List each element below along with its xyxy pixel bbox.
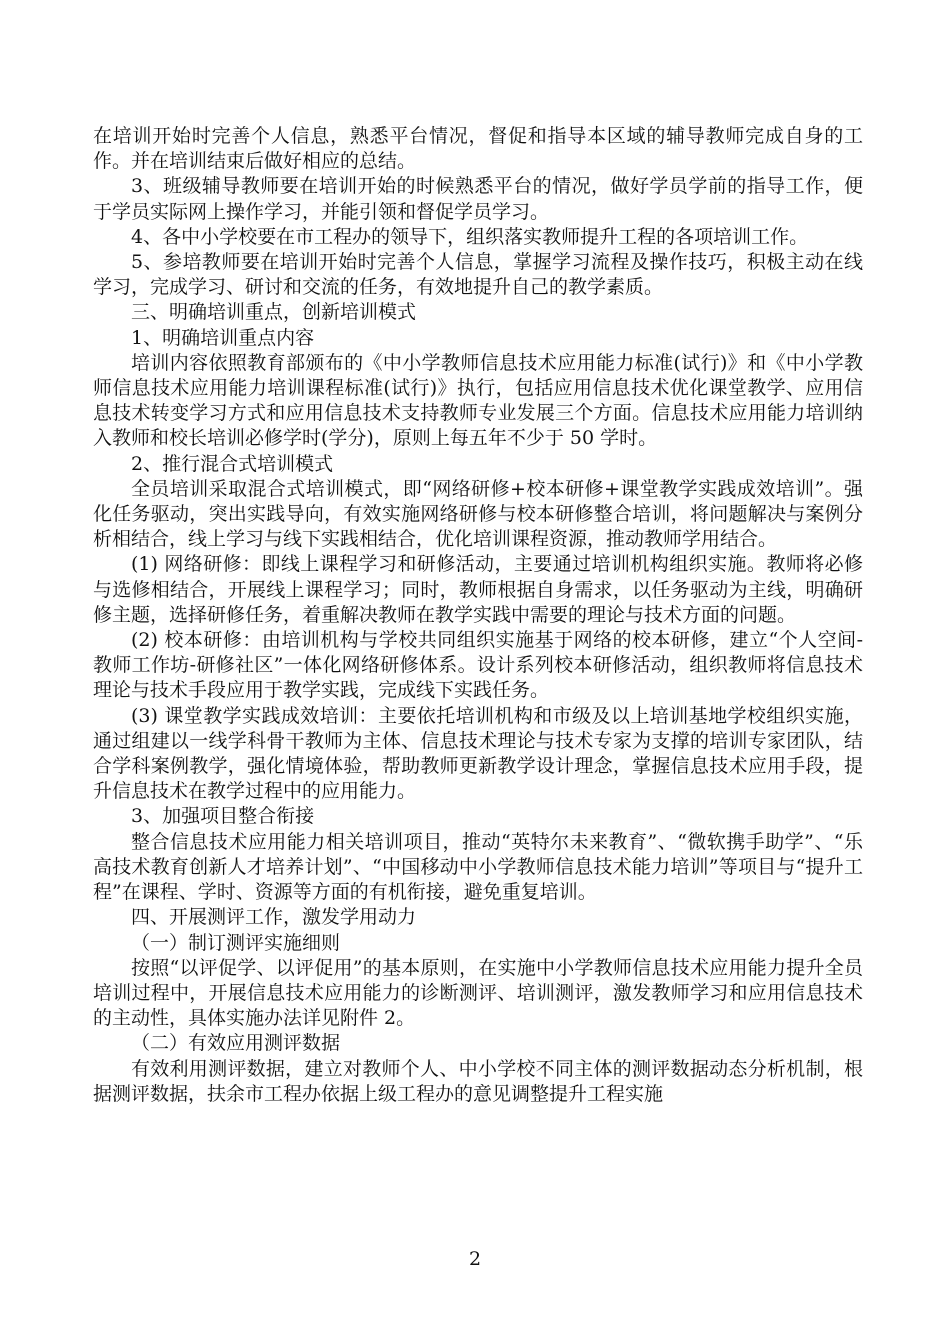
paragraph: 在培训开始时完善个人信息，熟悉平台情况，督促和指导本区域的辅导教师完成自身的工作。并在培训结束后做好相应的总结。 bbox=[93, 125, 863, 173]
section-heading: 四、开展测评工作，激发学用动力 bbox=[131, 906, 417, 929]
subsection-heading: 3、加强项目整合衔接 bbox=[131, 805, 315, 828]
paragraph: (1) 网络研修：即线上课程学习和研修活动，主要通过培训机构组织实施。教师将必修与选修相结合，开展线上课程学习；同时，教师根据自身需求，以任务驱动为主线，明确研修主题，选择研修任务，着重解决教师在教学实践中需要的理论与技术方面的问题。 bbox=[93, 553, 863, 626]
paragraph: 有效利用测评数据，建立对教师个人、中小学校不同主体的测评数据动态分析机制，根据测评数据，扶余市工程办依据上级工程办的意见调整提升工程实施 bbox=[93, 1057, 863, 1105]
paragraph: 整合信息技术应用能力相关培训项目，推动“英特尔未来教育”、“微软携手助学”、“乐高技术教育创新人才培养计划”、“中国移动中小学教师信息技术能力培训”等项目与“提升工程”在课程、学时、资源等方面的有机衔接，避免重复培训。 bbox=[93, 830, 863, 904]
paragraph: (2) 校本研修：由培训机构与学校共同组织实施基于网络的校本研修，建立“个人空间-教师工作坊-研修社区”一体化网络研修体系。设计系列校本研修活动，组织教师将信息技术理论与技术手段应用于教学实践，完成线下实践任务。 bbox=[93, 629, 863, 702]
subsection-heading: 1、明确培训重点内容 bbox=[131, 326, 315, 349]
subsection-heading: （一）制订测评实施细则 bbox=[131, 931, 341, 954]
subsection-heading: 2、推行混合式培训模式 bbox=[131, 452, 334, 475]
paragraph: 按照“以评促学、以评促用”的基本原则，在实施中小学教师信息技术应用能力提升全员培训过程中，开展信息技术应用能力的诊断测评、培训测评，激发教师学习和应用信息技术的主动性，具体实施办法详见附件 2。 bbox=[93, 956, 863, 1030]
subsection-heading: （二）有效应用测评数据 bbox=[131, 1032, 341, 1055]
paragraph: 培训内容依照教育部颁布的《中小学教师信息技术应用能力标准(试行)》和《中小学教师信息技术应用能力培训课程标准(试行)》执行，包括应用信息技术优化课堂教学、应用信息技术转变学习方式和应用信息技术支持教师专业发展三个方面。信息技术应用能力培训纳入教师和校长培训必修学时(学分)，原则上每五年不少于 50 学时。 bbox=[93, 351, 863, 450]
paragraph: 3、班级辅导教师要在培训开始的时候熟悉平台的情况，做好学员学前的指导工作，便于学员实际网上操作学习，并能引领和督促学员学习。 bbox=[93, 175, 863, 223]
paragraph: 全员培训采取混合式培训模式，即“网络研修+校本研修+课堂教学实践成效培训”。强化任务驱动，突出实践导向，有效实施网络研修与校本研修整合培训，将问题解决与案例分析相结合，线上学习与线下实践相结合，优化培训课程资源，推动教师学用结合。 bbox=[93, 477, 863, 551]
paragraph: 5、参培教师要在培训开始时完善个人信息，掌握学习流程及操作技巧，积极主动在线学习，完成学习、研讨和交流的任务，有效地提升自己的教学素质。 bbox=[93, 251, 863, 299]
paragraph: (3) 课堂教学实践成效培训：主要依托培训机构和市级及以上培训基地学校组织实施，通过组建以一线学科骨干教师为主体、信息技术理论与技术专家为支撑的培训专家团队，结合学科案例教学，强化情境体验，帮助教师更新教学设计理念，掌握信息技术应用手段，提升信息技术在教学过程中的应用能力。 bbox=[93, 704, 863, 803]
section-heading: 三、明确培训重点，创新培训模式 bbox=[131, 301, 417, 324]
paragraph: 4、各中小学校要在市工程办的领导下，组织落实教师提升工程的各项培训工作。 bbox=[131, 225, 809, 248]
page-number: 2 bbox=[468, 1248, 482, 1270]
document-body bbox=[93, 124, 863, 1107]
